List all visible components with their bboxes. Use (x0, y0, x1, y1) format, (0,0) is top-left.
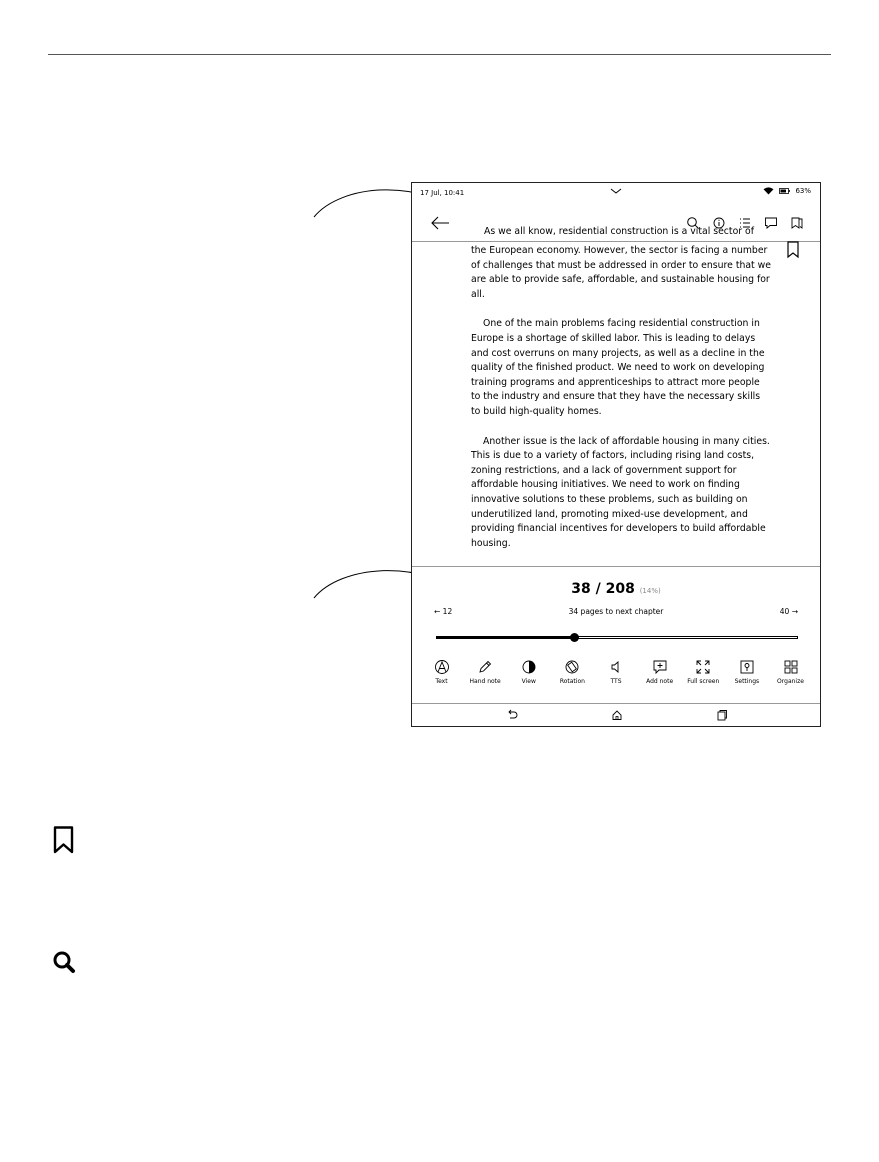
contrast-icon (521, 659, 537, 675)
home-icon[interactable] (611, 709, 623, 721)
settings-icon (739, 659, 755, 675)
action-label: Settings (734, 678, 760, 685)
search-icon (52, 950, 78, 974)
action-full-screen-button[interactable] (682, 659, 725, 685)
action-rotation-button[interactable] (551, 659, 594, 685)
progress-percent: (14%) (639, 587, 661, 595)
rotation-icon (564, 659, 580, 675)
action-label: TTS (610, 678, 622, 685)
grid-icon (783, 659, 799, 675)
next-page-link[interactable]: 40 → (779, 607, 798, 616)
ereader-screen (411, 182, 821, 727)
action-add-note-button[interactable] (638, 659, 681, 685)
bookmarks-icon[interactable] (790, 216, 804, 230)
battery-icon (779, 188, 790, 194)
action-label: View (521, 678, 536, 685)
paragraph: the European economy. However, the sector is facing a number of challenges that must be addressed in order to ensure that we are able to provide safe, affordable, and sustainable housing for all. (471, 245, 771, 300)
reading-text (471, 241, 771, 561)
navigation-panel (412, 566, 820, 707)
wifi-icon (763, 187, 774, 195)
action-bar (420, 659, 812, 685)
cut-off-line: As we all know, residential construction is a vital sector of (484, 226, 754, 237)
comment-icon[interactable] (764, 216, 778, 230)
action-text-button[interactable] (420, 659, 463, 685)
action-label: Add note (646, 678, 674, 685)
status-bar (412, 183, 820, 205)
action-hand-note-button[interactable] (464, 659, 507, 685)
text-icon (434, 659, 450, 675)
action-label: Organize (777, 678, 804, 685)
slider-fill (436, 636, 574, 639)
previous-page-link[interactable]: ← 12 (434, 607, 453, 616)
action-view-button[interactable] (507, 659, 550, 685)
action-settings-button[interactable] (725, 659, 768, 685)
action-label: Full screen (687, 678, 720, 685)
back-icon[interactable] (506, 709, 518, 721)
chevron-down-icon[interactable] (610, 187, 622, 197)
page-slider[interactable] (436, 633, 798, 643)
paragraph: Another issue is the lack of affordable housing in many cities. This is due to a variety of factors, including rising land costs, zoning restrictions, and a lack of government support for affordable housing initiatives. We need to work on finding innovative solutions to these problems, such as building on underutilized land, promoting mixed-use development, and providing financial incentives for developers to build affordable housing. (471, 435, 770, 549)
slider-thumb[interactable] (570, 633, 579, 642)
page-counter: 38 / 208 (14%) (571, 581, 661, 597)
action-organize-button[interactable] (769, 659, 812, 685)
paragraph: One of the main problems facing residential construction in Europe is a shortage of skilled labor. This is leading to delays and cost overruns on many projects, as well as a decline in the quality of the finished product. We need to work on developing training programs and apprenticeships to attract more people to the industry and ensure that they have the necessary skills to build high-quality homes. (471, 318, 765, 417)
bookmark-icon (53, 826, 75, 854)
pages-to-next-chapter: 34 pages to next chapter (568, 607, 664, 616)
action-label: Text (435, 678, 448, 685)
action-label: Rotation (559, 678, 585, 685)
action-label: Hand note (469, 678, 501, 685)
pencil-icon (477, 659, 493, 675)
fullscreen-icon (695, 659, 711, 675)
add-note-icon (652, 659, 668, 675)
page-divider (48, 54, 831, 55)
system-nav-bar (412, 703, 820, 726)
recent-apps-icon[interactable] (716, 709, 728, 721)
bookmark-icon[interactable] (786, 241, 800, 258)
action-tts-button[interactable] (595, 659, 638, 685)
status-time: 17 Jul, 10:41 (420, 189, 465, 197)
back-arrow-icon[interactable] (430, 214, 450, 232)
speaker-icon (608, 659, 624, 675)
battery-percent: 63% (795, 187, 811, 195)
